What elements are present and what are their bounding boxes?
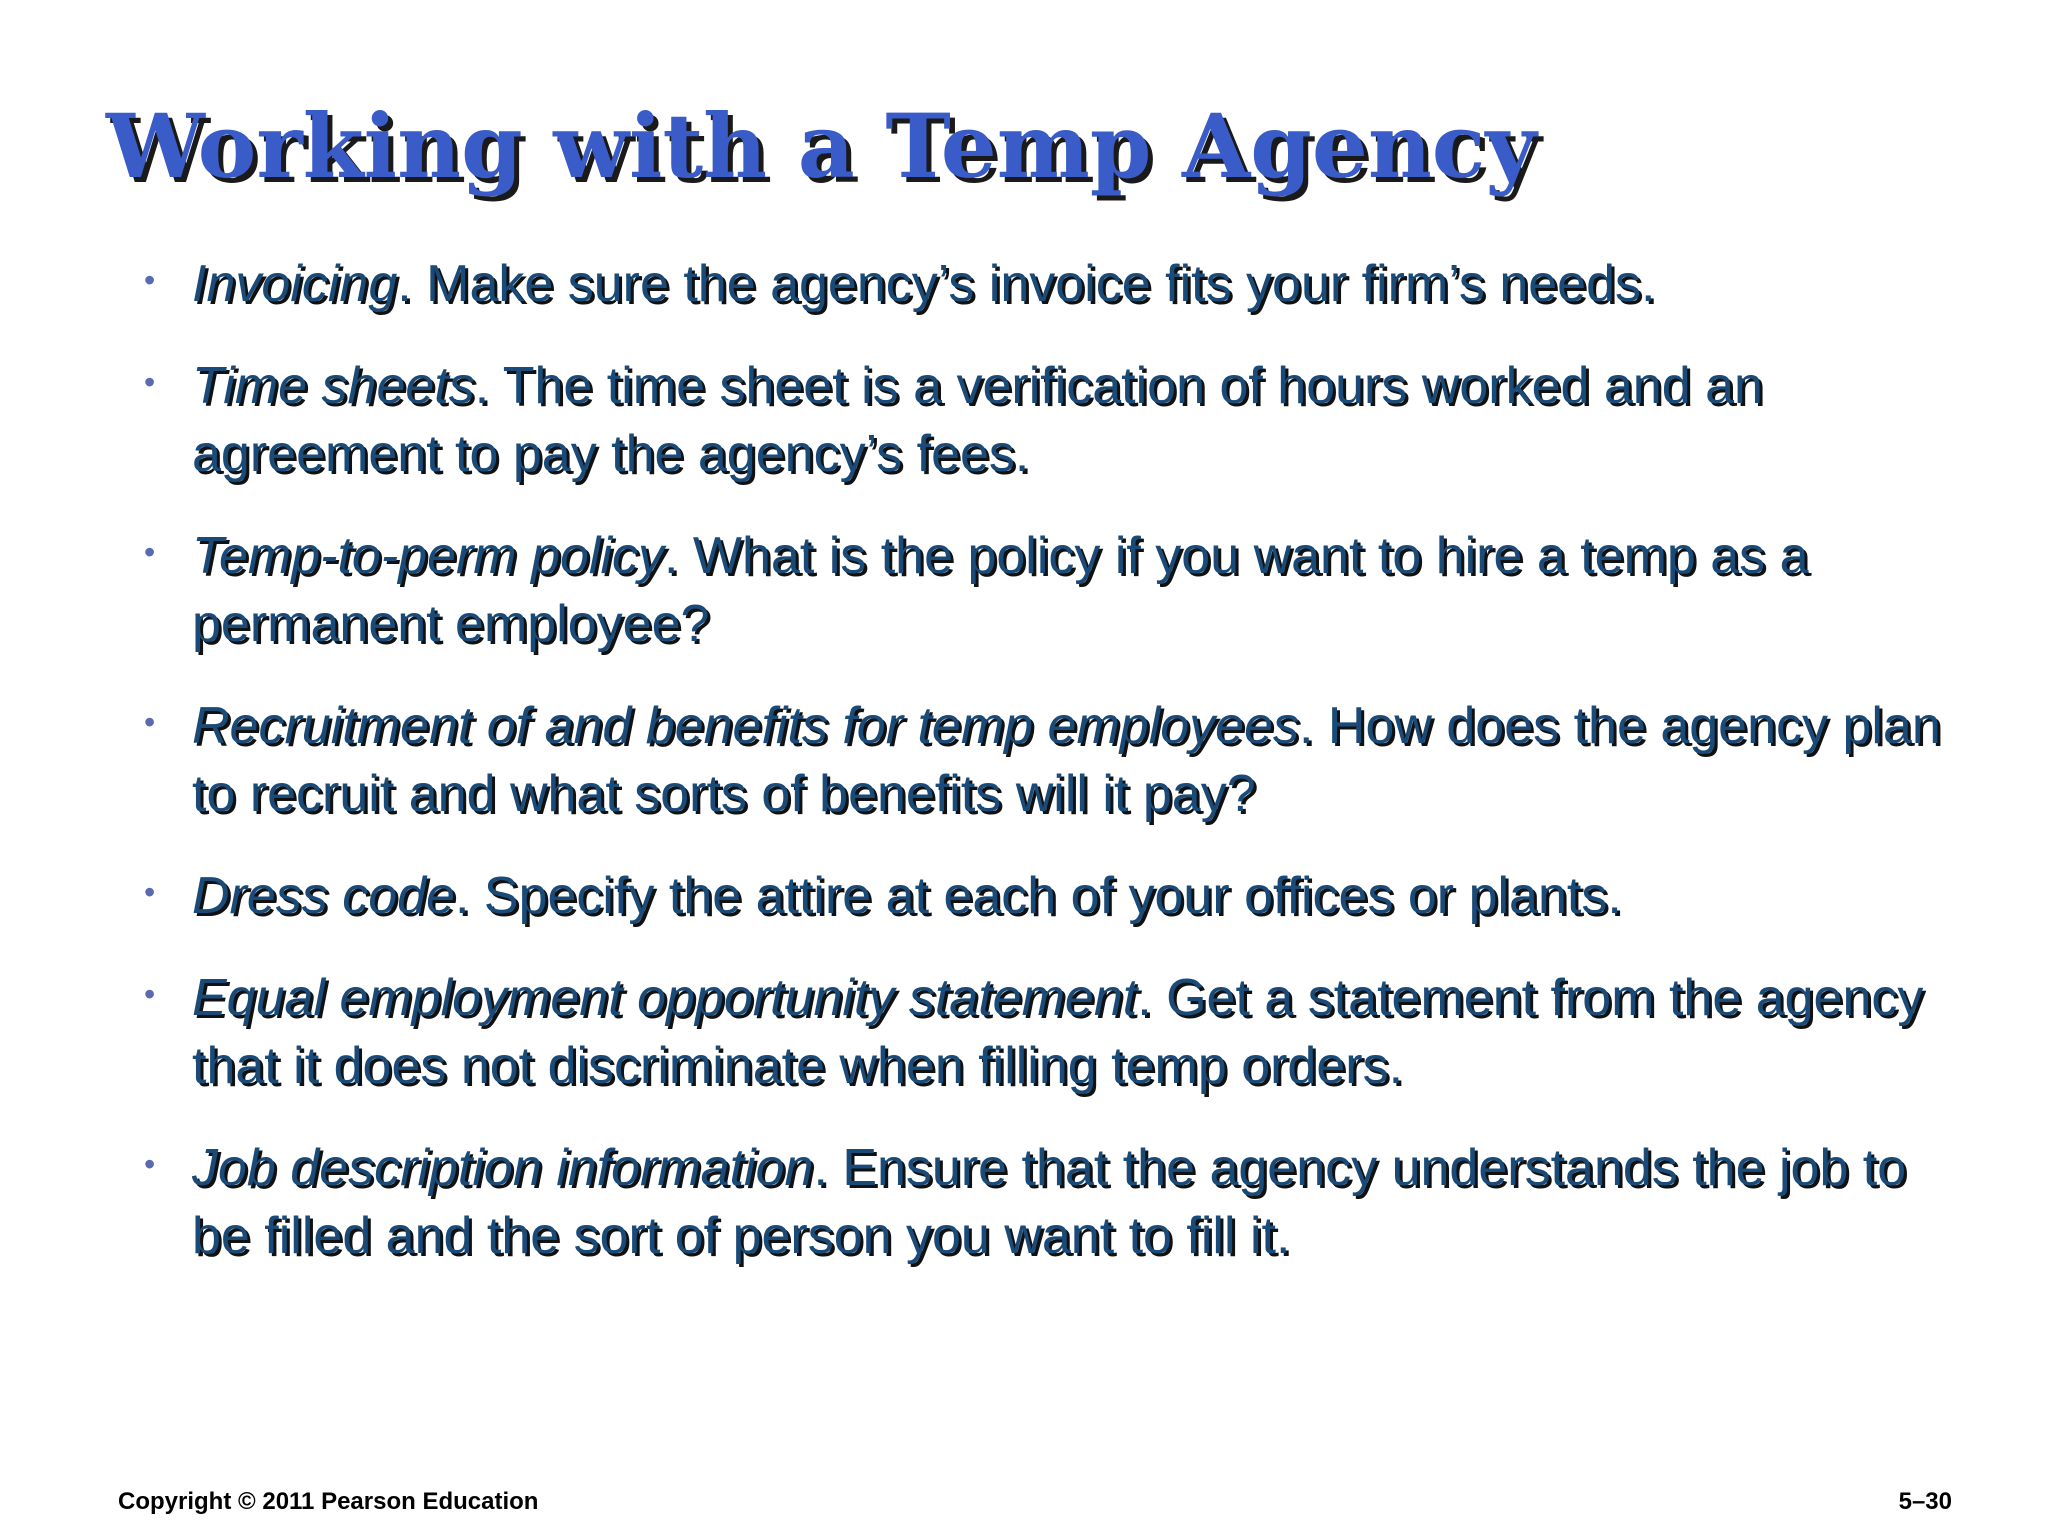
- slide-title: Working with a Temp Agency: [106, 94, 1537, 198]
- bullet-text: . The time sheet is a verification of hours worked and an agreement to pay the agency’s fees.: [192, 357, 1763, 483]
- bullet-dot-icon: •: [144, 976, 156, 1012]
- bullet-dot-icon: •: [144, 704, 156, 740]
- bullet-dot-icon: •: [144, 364, 156, 400]
- bullet-text: . What is the policy if you want to hire a temp as a permanent employee?: [192, 527, 1809, 653]
- bullet-dot-icon: •: [144, 534, 156, 570]
- bullet-item: [140, 862, 1960, 930]
- bullet-term: Equal employment opportunity statement: [192, 969, 1138, 1027]
- bullet-dot-icon: •: [144, 874, 156, 910]
- bullet-text: . Ensure that the agency understands the job to be filled and the sort of person you want to fill it.: [192, 1139, 1907, 1265]
- bullet-item: [140, 522, 1960, 658]
- bullet-item: [140, 352, 1960, 488]
- bullet-item: [140, 964, 1960, 1100]
- bullet-text: . Specify the attire at each of your offices or plants.: [455, 867, 1622, 925]
- bullet-text: . How does the agency plan to recruit and what sorts of benefits will it pay?: [192, 697, 1941, 823]
- bullet-dot-icon: •: [144, 262, 156, 298]
- bullet-dot-icon: •: [144, 1146, 156, 1182]
- page-number: 5–30: [1898, 1488, 1952, 1515]
- bullet-item: [140, 250, 1960, 318]
- bullet-term: Temp-to-perm policy: [192, 527, 665, 585]
- bullet-term: Dress code: [192, 867, 455, 925]
- copyright-footer: Copyright © 2011 Pearson Education: [118, 1488, 539, 1515]
- bullet-item: [140, 1134, 1960, 1270]
- bullet-term: Recruitment of and benefits for temp employees: [192, 697, 1300, 755]
- bullet-text: . Get a statement from the agency that it does not discriminate when filling temp orders.: [192, 969, 1924, 1095]
- bullet-term: Time sheets: [192, 357, 475, 415]
- bullet-item: [140, 692, 1960, 828]
- bullet-term: Job description information: [192, 1139, 814, 1197]
- bullet-text: . Make sure the agency’s invoice fits your firm’s needs.: [397, 255, 1656, 313]
- bullet-list: [140, 250, 1960, 1304]
- bullet-term: Invoicing: [192, 255, 398, 313]
